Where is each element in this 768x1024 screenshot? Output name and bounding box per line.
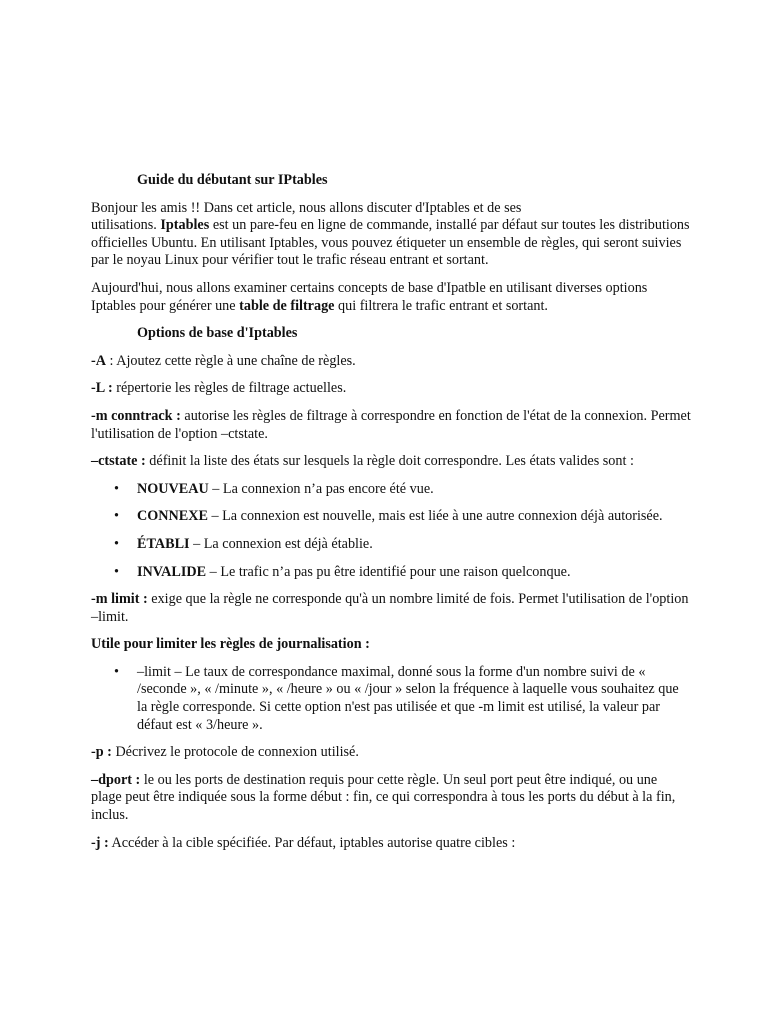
option-j-text: Accéder à la cible spécifiée. Par défaut, iptables autorise quatre cibles :: [108, 834, 516, 851]
useful-heading: [91, 636, 691, 654]
limit-item-text: –limit – Le taux de correspondance maximal, donné sous la forme d'un nombre suivi de « /seconde », « /minute », « /heure » ou « /jour » selon la fréquence à laquelle vous souhaitez que la règle corresponde. Si cette option n'est pas utilisée et que -m limit est utilisé, la valeur par défaut est « 3/heure ».: [137, 663, 679, 733]
option-j-flag: -j :: [91, 834, 109, 851]
list-item: [91, 508, 691, 526]
option-ctstate: [91, 453, 691, 471]
option-dport-text: le ou les ports de destination requis pour cette règle. Un seul port peut être indiqué, ou une plage peut être indiquée sous la forme début : fin, ce qui correspondra à tous les ports du début à la fin, inclus.: [91, 771, 676, 824]
intro-line-1: Bonjour les amis !! Dans cet article, nous allons discuter d'Iptables et de ses: [91, 199, 522, 216]
option-ctstate-flag: –ctstate :: [91, 453, 146, 470]
option-a-flag: -A: [91, 352, 106, 369]
today-paragraph: [91, 280, 691, 315]
option-m-flag: -m conntrack :: [91, 407, 181, 424]
option-a-text: : Ajoutez cette règle à une chaîne de règles.: [105, 352, 356, 369]
list-item: [91, 481, 691, 499]
intro-bold-iptables: Iptables: [160, 217, 210, 234]
option-mlimit-flag: -m limit :: [91, 591, 148, 608]
option-a: [91, 353, 691, 371]
intro-pre: utilisations.: [91, 217, 161, 234]
today-bold: table de filtrage: [239, 297, 335, 314]
state-desc: – La connexion est nouvelle, mais est liée à une autre connexion déjà autorisée.: [207, 508, 663, 525]
state-name: ÉTABLI: [137, 535, 190, 552]
option-p: [91, 744, 691, 762]
limit-list: [91, 664, 691, 734]
option-l-text: répertorie les règles de filtrage actuelles.: [112, 380, 347, 397]
option-j: [91, 835, 691, 853]
state-name: CONNEXE: [137, 508, 208, 525]
state-desc: – Le trafic n’a pas pu être identifié pour une raison quelconque.: [206, 563, 571, 580]
document-title: Guide du débutant sur IPtables: [137, 172, 328, 188]
today-post: qui filtrera le trafic entrant et sortant.: [334, 297, 548, 314]
list-item: [91, 664, 691, 734]
document-body: [91, 172, 691, 862]
today-pre: Aujourd'hui, nous allons examiner certains concepts de base d'Ipatble en utilisant diverses options Iptables pour générer une: [91, 279, 648, 314]
list-item: [91, 536, 691, 554]
option-dport-flag: –dport :: [91, 771, 141, 788]
states-list: [91, 481, 691, 581]
intro-line-2: [91, 217, 691, 270]
option-m-text: autorise les règles de filtrage à correspondre en fonction de l'état de la connexion. Permet l'utilisation de l'option –ctstate.: [91, 407, 691, 442]
state-desc: – La connexion n’a pas encore été vue.: [208, 480, 434, 497]
intro-paragraph: [91, 200, 691, 270]
section-heading-options: Options de base d'Iptables: [137, 325, 298, 342]
option-l-flag: -L :: [91, 380, 113, 397]
option-p-flag: -p :: [91, 744, 112, 761]
option-p-text: Décrivez le protocole de connexion utilisé.: [111, 744, 359, 761]
option-m-conntrack: [91, 408, 691, 443]
bullet-icon: •: [114, 508, 119, 525]
bullet-icon: •: [114, 663, 119, 680]
option-ctstate-text: définit la liste des états sur lesquels la règle doit correspondre. Les états valides sont :: [145, 453, 634, 470]
state-name: INVALIDE: [137, 563, 207, 580]
option-m-limit: [91, 591, 691, 626]
option-dport: [91, 772, 691, 825]
intro-post: est un pare-feu en ligne de commande, installé par défaut sur toutes les distributions officielles Ubuntu. En utilisant Iptables, vous pouvez étiqueter un ensemble de règles, qui seront suivies par le noyau Linux pour vérifier tout le trafic réseau entrant et sortant.: [91, 217, 690, 269]
bullet-icon: •: [114, 480, 119, 497]
bullet-icon: •: [114, 535, 119, 552]
option-mlimit-text: exige que la règle ne corresponde qu'à un nombre limité de fois. Permet l'utilisation de l'option –limit.: [91, 591, 689, 625]
bullet-icon: •: [114, 563, 119, 580]
useful-heading-text: Utile pour limiter les règles de journalisation :: [91, 636, 370, 653]
list-item: [91, 564, 691, 582]
option-l: [91, 380, 691, 398]
state-name: NOUVEAU: [137, 480, 209, 497]
state-desc: – La connexion est déjà établie.: [189, 535, 373, 552]
